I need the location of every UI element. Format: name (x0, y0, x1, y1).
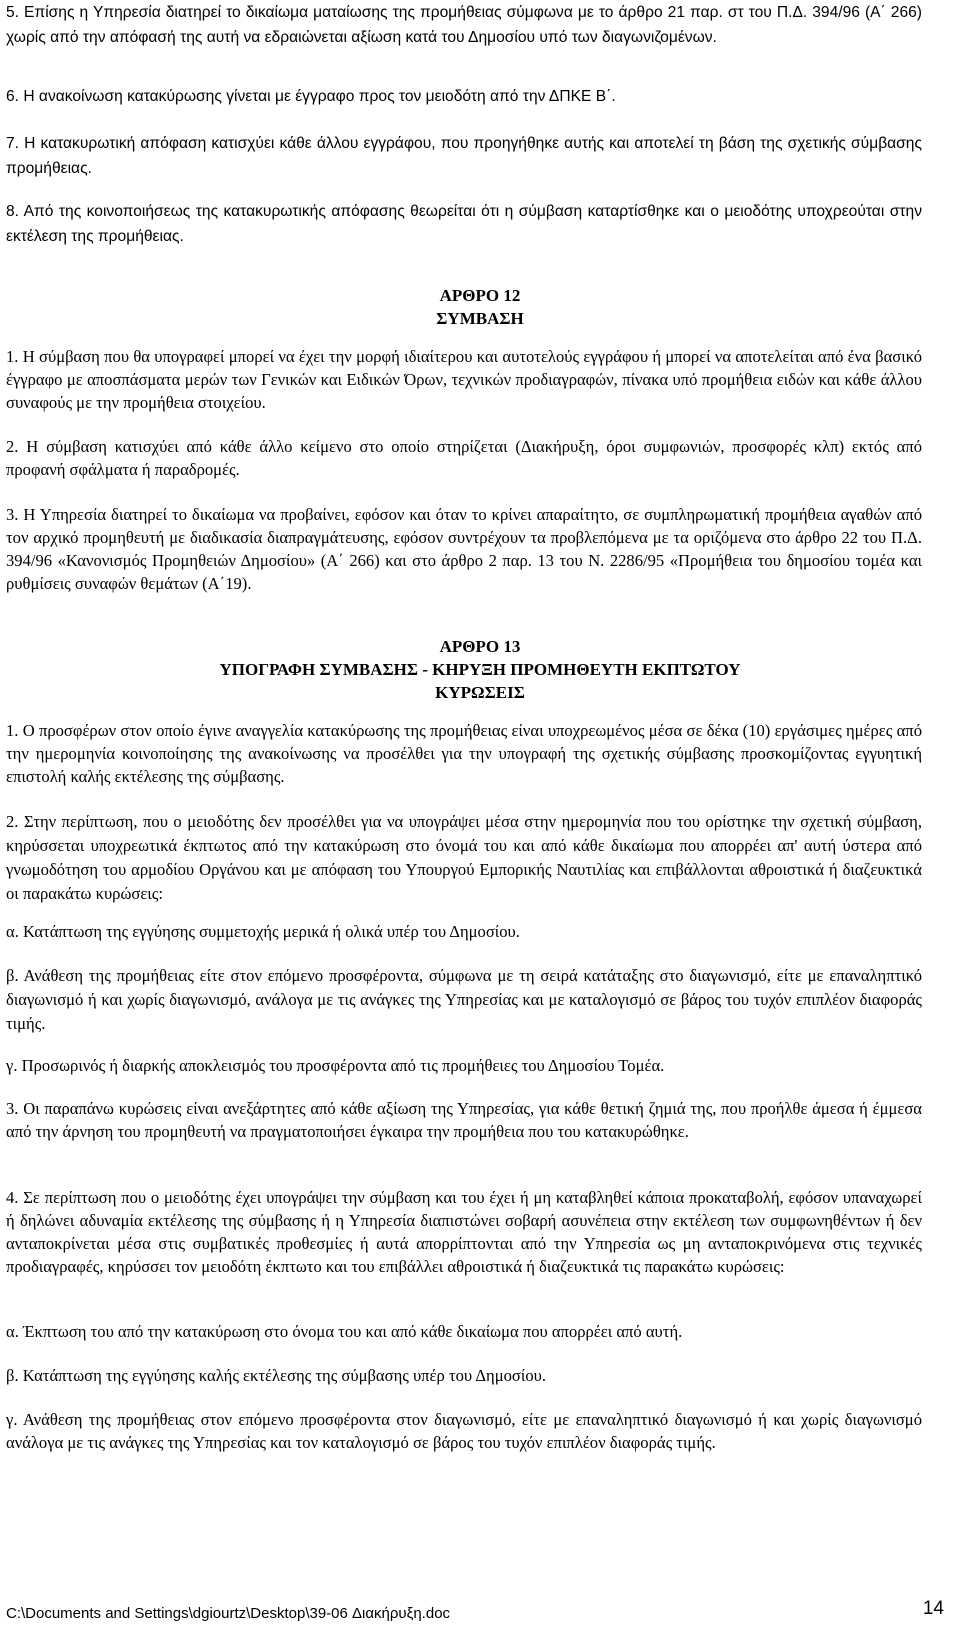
article-13-subtitle: ΚΥΡΩΣΕΙΣ (435, 683, 525, 702)
paragraph-8: 8. Από της κοινοποιήσεως της κατακυρωτικής απόφασης θεωρείται ότι η σύμβαση καταρτίσθηκε και ο μειοδότης υποχρεούται στην εκτέλεση της προμήθειας. (6, 203, 922, 245)
paragraph-5: 5. Επίσης η Υπηρεσία διατηρεί το δικαίωμα ματαίωσης της προμήθειας σύμφωνα με το άρθρο 21 παρ. στ του Π.Δ. 394/96 (Α΄ 266) χωρίς από την απόφασή της αυτή να εδραιώνεται αξίωση κατά του Δημοσίου υπό των διαγωνιζομένων. (6, 4, 922, 46)
page-number: 14 (922, 1598, 944, 1619)
article-12-paragraph-3: 3. Η Υπηρεσία διατηρεί το δικαίωμα να προβαίνει, εφόσον και όταν το κρίνει απαραίτητο, σε συμπληρωματική προμήθεια αγαθών από τον αρχικό προμηθευτή με διαδικασία διαπραγμάτευσης, εφόσον συντρέχουν τα προβλεπόμενα με τα οριζόμενα στο άρθρο 22 του Π.Δ. 394/96 «Κανονισμός Προμηθειών Δημοσίου» (Α΄ 266) και στο άρθρο 2 παρ. 13 του Ν. 2286/95 «Προμήθεια του δημοσίου τομέα και ρυθμίσεις συναφών θεμάτων (Α΄19). (6, 505, 922, 593)
article-12-title: ΣΥΜΒΑΣΗ (436, 309, 524, 328)
footer-file-path: C:\Documents and Settings\dgiourtz\Desktop\39-06 Διακήρυξη.doc (6, 1605, 451, 1622)
article-13-number: ΑΡΘΡΟ 13 (439, 637, 521, 656)
article-13-title: ΥΠΟΓΡΑΦΗ ΣΥΜΒΑΣΗΣ - ΚΗΡΥΞΗ ΠΡΟΜΗΘΕΥΤΗ ΕΚΠΤΩΤΟΥ (219, 660, 741, 679)
article-13-sub-alpha: α. Έκπτωση του από την κατακύρωση στο όνομα του και από κάθε δικαίωμα που απορρέει από αυτή. (6, 1322, 683, 1341)
article-13-paragraph-2: 2. Στην περίπτωση, που ο μειοδότης δεν προσέλθει για να υπογράψει μέσα στην ημερομηνία που του ορίστηκε την σχετική σύμβαση, κηρύσσεται υποχρεωτικά έκπτωτος από την κατακύρωση στο όνομά του και από κάθε δικαίωμα που απορρέει απ' αυτή ύστερα από γνωμοδότηση του αρμοδίου Οργάνου και με απόφαση του Υπουργού Εμπορικής Ναυτιλίας και επιβάλλονται αθροιστικά ή διαζευκτικά οι παρακάτω κυρώσεις: (6, 812, 922, 903)
article-13-paragraph-1: 1. Ο προσφέρων στον οποίο έγινε αναγγελία κατακύρωσης της προμήθειας είναι υποχρεωμένος μέσα σε δέκα (10) εργάσιμες ημέρες από την ημερομηνία κοινοποίησης της ανακοίνωσης να προσέλθει για την υπογραφή της σχετικής σύμβασης προσκομίζοντας εγγυητική επιστολή καλής εκτέλεσης της σύμβασης. (6, 721, 922, 786)
article-13-item-gamma: γ. Προσωρινός ή διαρκής αποκλεισμός του προσφέροντα από τις προμήθειες του Δημοσίου Τομέα. (6, 1056, 665, 1075)
article-13-paragraph-4: 4. Σε περίπτωση που ο μειοδότης έχει υπογράψει την σύμβαση και του έχει ή μη καταβληθεί κάποια προκαταβολή, εφόσον υπαναχωρεί ή δηλώνει αδυναμία εκτέλεσης της σύμβασης ή η Υπηρεσία διαπιστώνει σοβαρή ασυνέπεια στην εκτέλεση των συμφωνηθέντων ή δεν ανταποκρίνεται μέσα στις συμβατικές προθεσμίες ή αυτά απορρίπτονται από την Υπηρεσία ως μη ανταποκρινόμενα στις τεχνικές προδιαγραφές, κηρύσσει τον μειοδότη έκπτωτο και του επιβάλλει αθροιστικά ή διαζευκτικά τις παρακάτω κυρώσεις: (6, 1188, 922, 1276)
article-12-paragraph-2: 2. Η σύμβαση κατισχύει από κάθε άλλο κείμενο στο οποίο στηρίζεται (Διακήρυξη, όροι συμφωνιών, προσφορές κλπ) εκτός από προφανή σφάλματα ή παραδρομές. (6, 437, 922, 479)
article-13-sub-beta: β. Κατάπτωση της εγγύησης καλής εκτέλεσης της σύμβασης υπέρ του Δημοσίου. (6, 1366, 546, 1385)
article-12-paragraph-1: 1. Η σύμβαση που θα υπογραφεί μπορεί να έχει την μορφή ιδιαίτερου και αυτοτελούς εγγράφου ή μπορεί να αποτελείται από ένα βασικό έγγραφο με αποσπάσματα μερών των Γενικών και Ειδικών Όρων, τεχνικών προδιαγραφών, πίνακα υπό προμήθεια ειδών και κάθε άλλου συναφούς με την προμήθεια στοιχείου. (6, 347, 922, 412)
article-12-number: ΑΡΘΡΟ 12 (439, 286, 521, 305)
paragraph-7: 7. Η κατακυρωτική απόφαση κατισχύει κάθε άλλου εγγράφου, που προηγήθηκε αυτής και αποτελεί τη βάση της σχετικής σύμβασης προμήθειας. (6, 135, 922, 177)
article-13-sub-gamma: γ. Ανάθεση της προμήθειας στον επόμενο προσφέροντα στον διαγωνισμό, είτε με επαναληπτικό διαγωνισμό ή και χωρίς διαγωνισμό ανάλογα με τις ανάγκες της Υπηρεσίας και τον καταλογισμό σε βάρος του τυχόν επιπλέον διαφοράς τιμής. (6, 1410, 922, 1452)
paragraph-6: 6. Η ανακοίνωση κατακύρωσης γίνεται με έγγραφο προς τον μειοδότη από την ΔΠΚΕ Β΄. (6, 88, 616, 105)
article-13-paragraph-3: 3. Οι παραπάνω κυρώσεις είναι ανεξάρτητες από κάθε αξίωση της Υπηρεσίας, για κάθε θετική ζημιά της, που προήλθε άμεσα ή έμμεσα από την άρνηση του προμηθευτή να πραγματοποιήσει έγκαιρα την προμήθεια που του κατακυρώθηκε. (6, 1099, 922, 1141)
article-13-item-alpha: α. Κατάπτωση της εγγύησης συμμετοχής μερικά ή ολικά υπέρ του Δημοσίου. (6, 922, 520, 941)
article-13-item-beta: β. Ανάθεση της προμήθειας είτε στον επόμενο προσφέροντα, σύμφωνα με τη σειρά κατάταξης στο διαγωνισμό, είτε με επαναληπτικό διαγωνισμό ή και χωρίς διαγωνισμό, ανάλογα με τις ανάγκες της Υπηρεσίας και με καταλογισμό σε βάρος του τυχόν επιπλέον διαφοράς τιμής. (6, 966, 922, 1033)
